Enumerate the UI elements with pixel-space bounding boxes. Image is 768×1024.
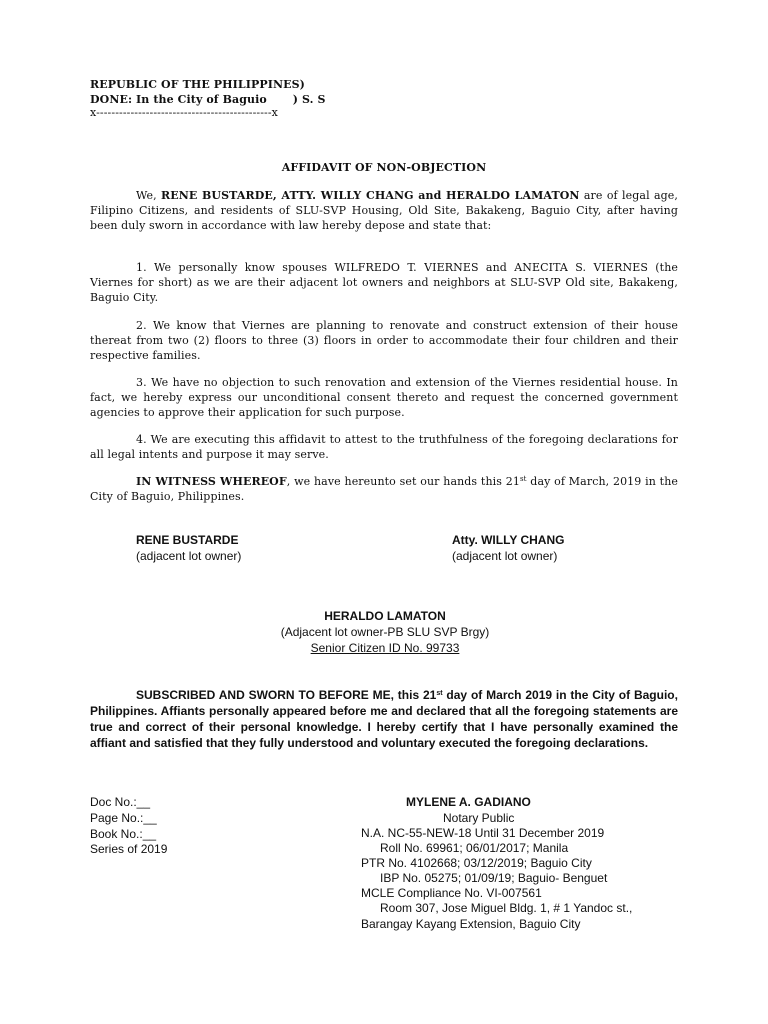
header-separator: x----------------------------------------------x [90, 106, 278, 119]
statement-item-1: 1. We personally know spouses WILFREDO T. VIERNES and ANECITA S. VIERNES (the Viernes for short) as we are their adjacent lot owners and neighbors at SLU-SVP Old site, Bakakeng, Baguio City. [90, 261, 678, 304]
notary-office-address: Room 307, Jose Miguel Bldg. 1, # 1 Yandoc st., [380, 901, 633, 915]
jurat-a: this 21 [393, 688, 437, 702]
doc-number: Doc No.:__ [90, 795, 151, 809]
statement-item-2: 2. We know that Viernes are planning to renovate and construct extension of their house thereat from two (2) floors to three (3) floors in order to accommodate their four children and their respective families. [90, 319, 678, 362]
affiant-names: RENE BUSTARDE, ATTY. WILLY CHANG and HERALDO LAMATON [161, 189, 580, 202]
statement-item-3: 3. We have no objection to such renovation and extension of the Viernes residential house. In fact, we hereby express our unconditional consent thereto and request the concerned government agencies to approve their application for such purpose. [90, 376, 678, 419]
intro-post: are of legal age, Filipino Citizens, and residents of SLU-SVP Housing, Old Site, Bakakeng, Baguio City, after having been duly sworn in accordance with law hereby depose and state that: [90, 189, 679, 232]
signatory-left-role: (adjacent lot owner) [136, 549, 242, 563]
signatory-left-name: RENE BUSTARDE [136, 533, 239, 547]
intro-pre: We, [136, 189, 162, 202]
jurat-paragraph [90, 687, 678, 751]
jurat-day-suffix: st [436, 690, 443, 697]
document-title: AFFIDAVIT OF NON-OBJECTION [281, 161, 487, 174]
header-line-2 [90, 93, 326, 106]
notary-name: MYLENE A. GADIANO [406, 795, 531, 809]
notary-mcle: MCLE Compliance No. VI-007561 [361, 886, 542, 900]
header-ss: ) S. S [292, 93, 326, 106]
header-venue: DONE: In the City of Baguio [90, 93, 267, 106]
page-number: Page No.:__ [90, 811, 157, 825]
notary-title: Notary Public [443, 811, 515, 825]
notary-roll: Roll No. 69961; 06/01/2017; Manila [380, 841, 569, 855]
signatory-center-name: HERALDO LAMATON [324, 609, 446, 623]
witness-day-suffix: st [519, 475, 527, 483]
signatory-right-role: (adjacent lot owner) [452, 549, 558, 563]
header-line-1: REPUBLIC OF THE PHILIPPINES) [90, 78, 305, 91]
notary-commission: N.A. NC-55-NEW-18 Until 31 December 2019 [361, 826, 605, 840]
notary-barangay: Barangay Kayang Extension, Baguio City [361, 917, 581, 931]
witness-paragraph [90, 474, 678, 504]
notary-ibp: IBP No. 05275; 01/09/19; Baguio- Benguet [380, 871, 608, 885]
statement-item-4: 4. We are executing this affidavit to attest to the truthfulness of the foregoing declarations for all legal intents and purpose it may serve. [90, 433, 678, 461]
witness-pre: , we have hereunto set our hands this 21 [286, 475, 520, 488]
jurat-b: day of March 2019 in the City of Baguio, Philippines. Affiants personally appeared before me and declared that all the foregoing statements are true and correct of their personal knowledge. I hereby certify that I have personally examined the affiant and satisfied that they fully understood and voluntary executed the foregoing declarations. [90, 688, 678, 750]
senior-citizen-id [240, 641, 530, 655]
signatory-right-name: Atty. WILLY CHANG [452, 533, 565, 547]
witness-post: day of March, 2019 in the City of Baguio, Philippines. [90, 475, 678, 503]
series-year: Series of 2019 [90, 842, 168, 856]
witness-heading: IN WITNESS WHEREOF [136, 475, 287, 488]
signatory-center-role: (Adjacent lot owner-PB SLU SVP Brgy) [280, 625, 490, 639]
jurat-heading: SUBSCRIBED AND SWORN TO BEFORE ME, [136, 688, 394, 702]
book-number: Book No.:__ [90, 827, 157, 841]
notary-ptr: PTR No. 4102668; 03/12/2019; Baguio City [361, 856, 592, 870]
senior-citizen-id-text: Senior Citizen ID No. 99733 [310, 641, 460, 655]
intro-paragraph [90, 188, 678, 233]
